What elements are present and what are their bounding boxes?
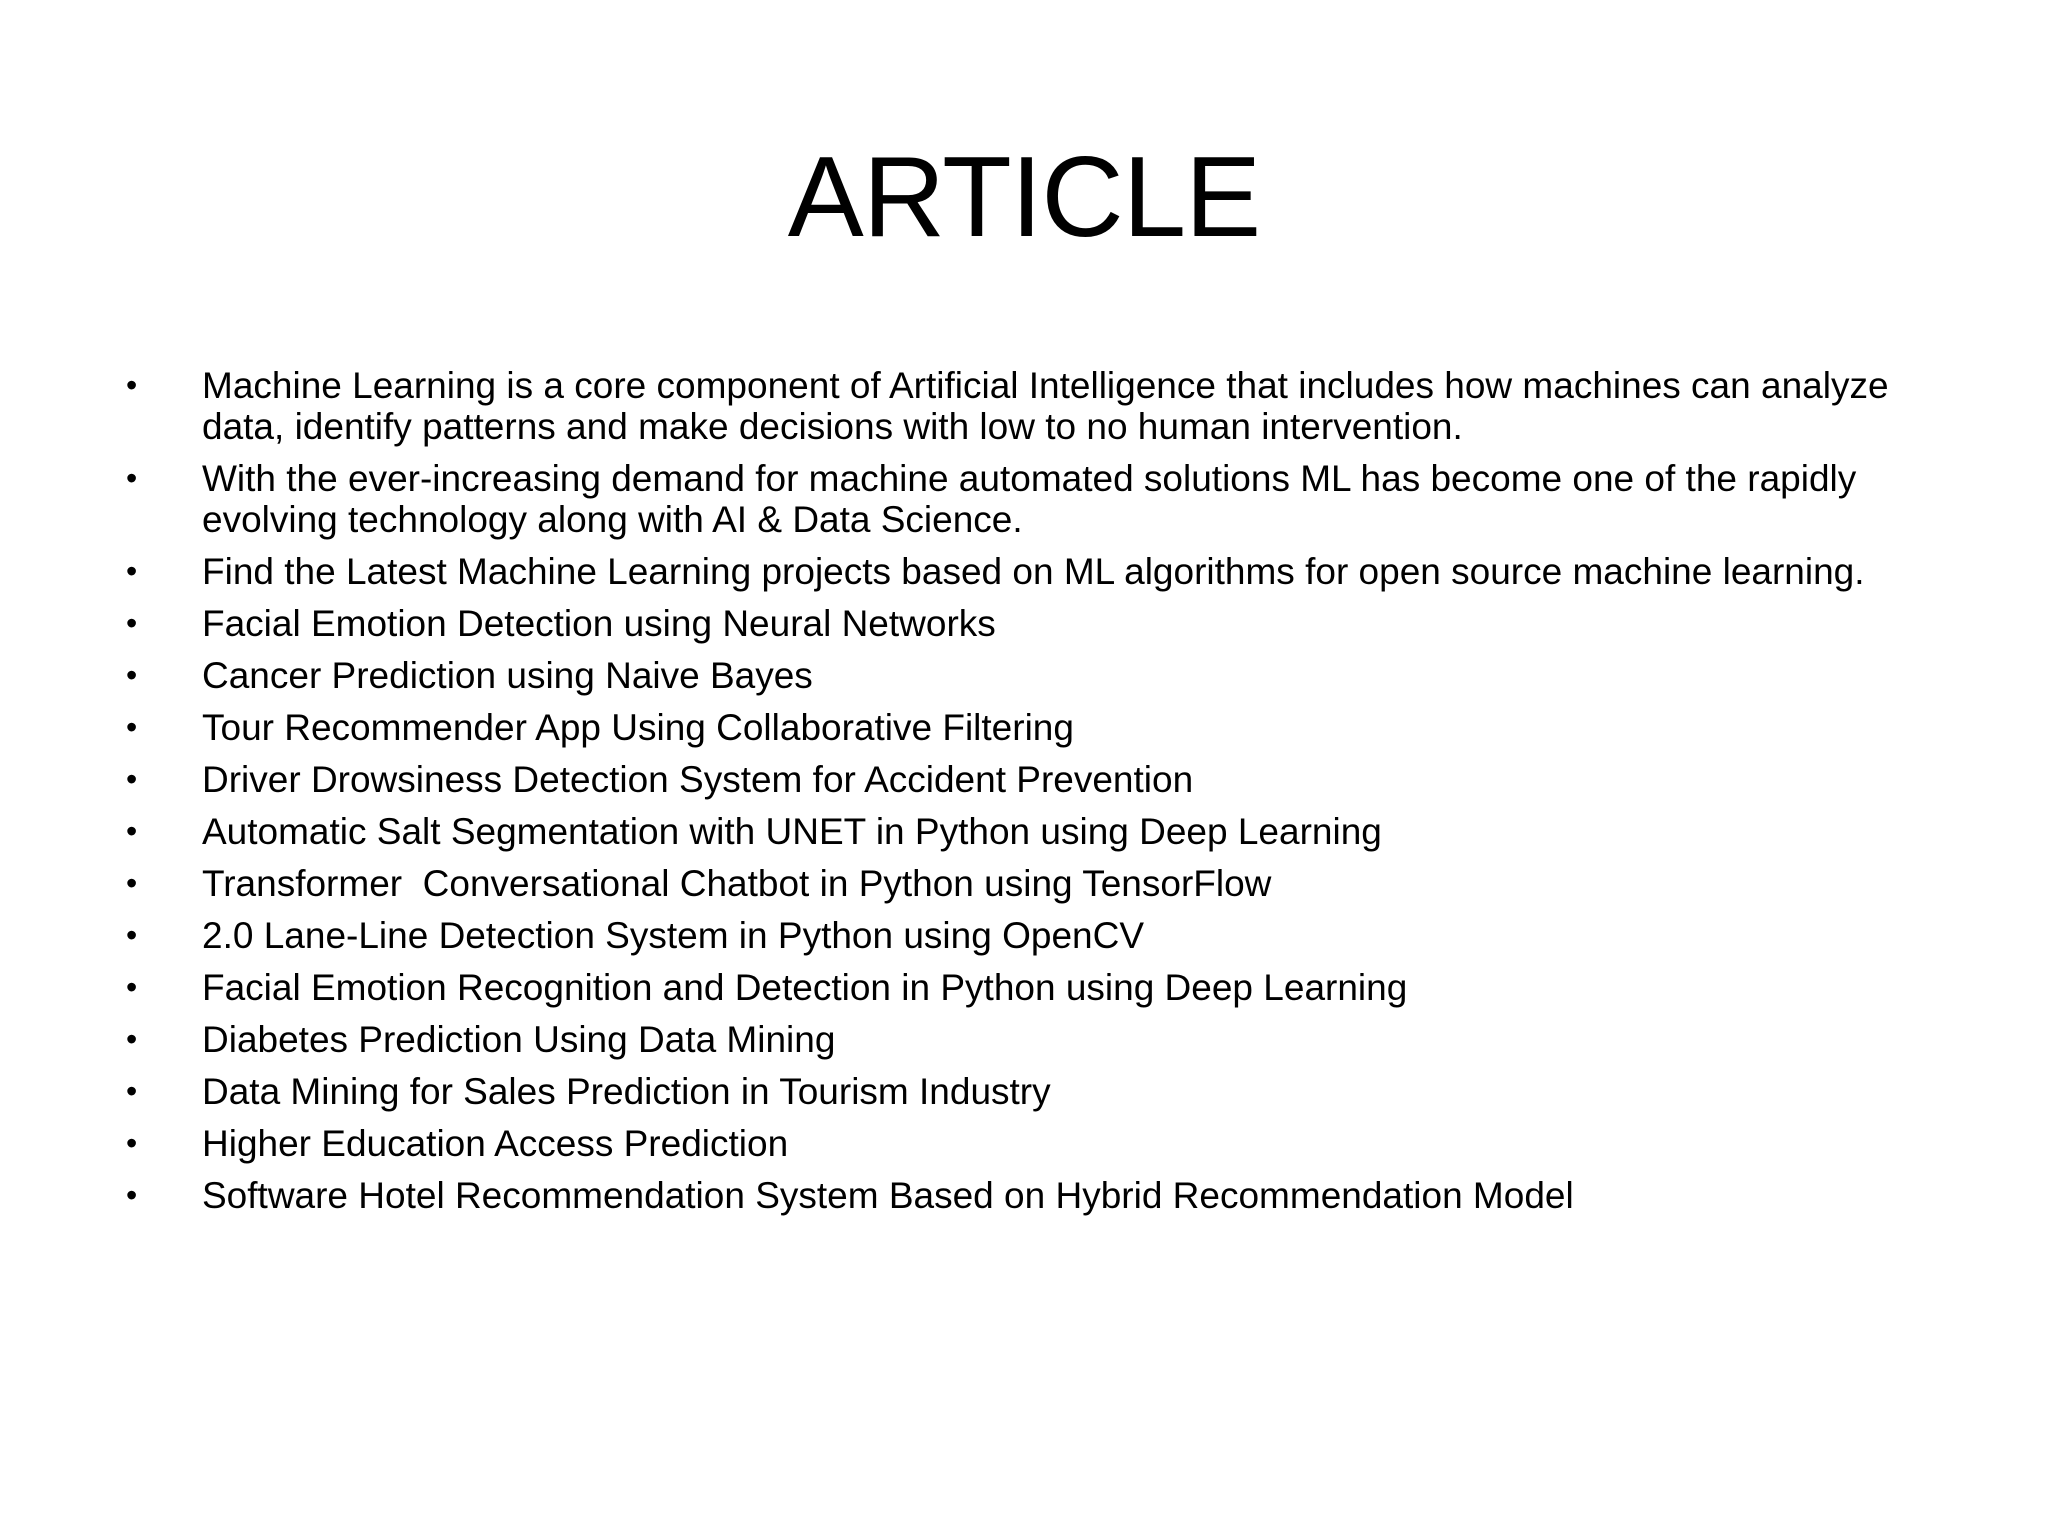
list-item-text: Software Hotel Recommendation System Based on Hybrid Recommendation Model xyxy=(202,1175,1574,1216)
list-item-text: With the ever-increasing demand for machine automated solutions ML has become one of the rapidly evolving technology along with AI & Data Science. xyxy=(202,458,1857,540)
bullet-icon: • xyxy=(126,1125,138,1161)
bullet-icon: • xyxy=(126,367,138,403)
slide-title: ARTICLE xyxy=(787,134,1261,261)
list-item-text: Diabetes Prediction Using Data Mining xyxy=(202,1019,836,1060)
list-item xyxy=(118,1123,1908,1164)
list-item-text: Data Mining for Sales Prediction in Tourism Industry xyxy=(202,1071,1051,1112)
bullet-icon: • xyxy=(126,460,138,496)
list-item-text: Facial Emotion Recognition and Detection in Python using Deep Learning xyxy=(202,967,1408,1008)
list-item-text: Driver Drowsiness Detection System for Accident Prevention xyxy=(202,759,1194,800)
list-item xyxy=(118,811,1908,852)
bullet-icon: • xyxy=(126,553,138,589)
list-item-text: Automatic Salt Segmentation with UNET in Python using Deep Learning xyxy=(202,811,1382,852)
list-item xyxy=(118,365,1908,447)
bullet-icon: • xyxy=(126,917,138,953)
bullet-icon: • xyxy=(126,969,138,1005)
list-item-text: Cancer Prediction using Naive Bayes xyxy=(202,655,813,696)
list-item-text: Transformer Conversational Chatbot in Python using TensorFlow xyxy=(202,863,1272,904)
bullet-icon: • xyxy=(126,1073,138,1109)
bullet-icon: • xyxy=(126,813,138,849)
list-item xyxy=(118,915,1908,956)
list-item xyxy=(118,1175,1908,1216)
bullet-icon: • xyxy=(126,657,138,693)
list-item xyxy=(118,1019,1908,1060)
bullet-icon: • xyxy=(126,1021,138,1057)
list-item xyxy=(118,707,1908,748)
list-item xyxy=(118,551,1908,592)
list-item xyxy=(118,458,1908,540)
list-item-text: 2.0 Lane-Line Detection System in Python using OpenCV xyxy=(202,915,1145,956)
list-item-text: Higher Education Access Prediction xyxy=(202,1123,789,1164)
list-item xyxy=(118,863,1908,904)
list-item-text: Facial Emotion Detection using Neural Networks xyxy=(202,603,996,644)
bullet-list xyxy=(118,365,1908,1227)
list-item xyxy=(118,759,1908,800)
bullet-icon: • xyxy=(126,709,138,745)
list-item xyxy=(118,603,1908,644)
bullet-icon: • xyxy=(126,1177,138,1213)
list-item-text: Find the Latest Machine Learning projects based on ML algorithms for open source machine learning. xyxy=(202,551,1865,592)
list-item xyxy=(118,1071,1908,1112)
bullet-icon: • xyxy=(126,761,138,797)
list-item-text: Machine Learning is a core component of Artificial Intelligence that includes how machines can analyze data, identify patterns and make decisions with low to no human intervention. xyxy=(202,365,1889,447)
bullet-icon: • xyxy=(126,865,138,901)
list-item xyxy=(118,967,1908,1008)
list-item xyxy=(118,655,1908,696)
bullet-icon: • xyxy=(126,605,138,641)
list-item-text: Tour Recommender App Using Collaborative Filtering xyxy=(202,707,1074,748)
